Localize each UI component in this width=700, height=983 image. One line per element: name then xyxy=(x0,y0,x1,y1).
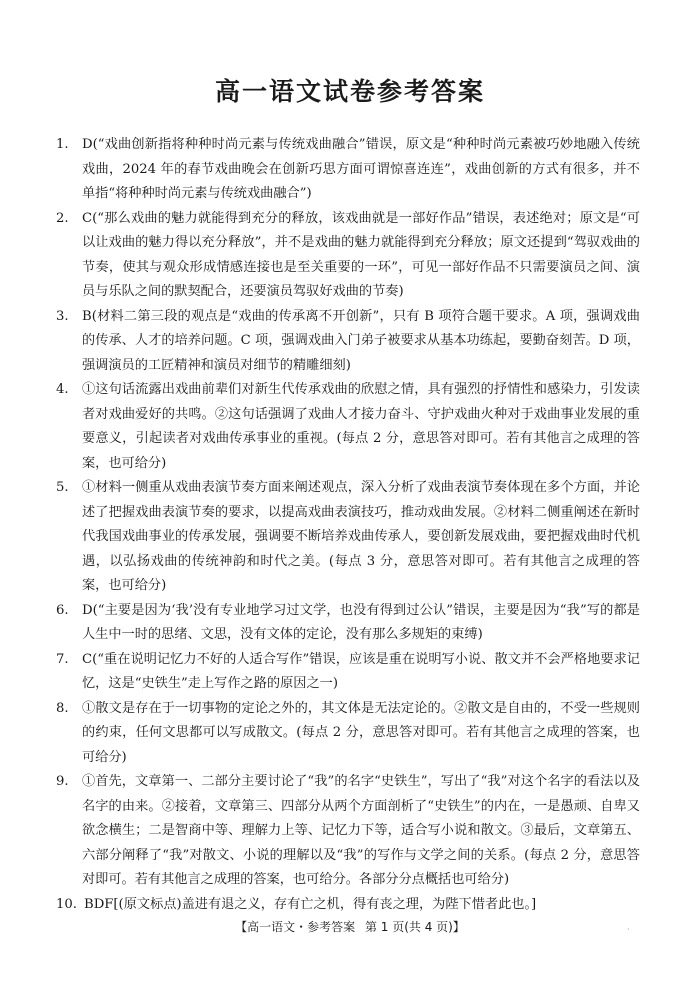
answer-number: 2. xyxy=(56,210,69,226)
answer-item-3 xyxy=(56,305,640,379)
answer-item-4 xyxy=(56,378,640,476)
answer-text: D(“戏曲创新指将种种时尚元素与传统戏曲融合”错误，原文是“种种时尚元素被巧妙地融入传统戏曲，2024 年的春节戏曲晚会在创新巧思方面可谓惊喜连连”，戏曲创新的方式有很多，并不单指“将种种时尚元素与传统戏曲融合”) xyxy=(82,137,640,201)
answer-text: ①这句话流露出戏曲前辈们对新生代传承戏曲的欣慰之情，具有强烈的抒情性和感染力，引发读者对戏曲爱好的共鸣。②这句话强调了戏曲人才接力奋斗、守护戏曲火种对于戏曲事业发展的重要意义，引起读者对戏曲传承事业的重视。(每点 2 分，意思答对即可。若有其他言之成理的答案，也可给分) xyxy=(82,382,640,471)
footer-page-number: 第 1 页(共 4 页)】 xyxy=(364,920,465,934)
answer-text: ①材料一侧重从戏曲表演节奏方面来阐述观点，深入分析了戏曲表演节奏体现在多个方面，并论述了把握戏曲表演节奏的要求，以提高戏曲表演技巧，推动戏曲发展。②材料二侧重阐述在新时代我国戏曲事业的传承发展，强调要不断培养戏曲传承人，要创新发展戏曲，要把握戏曲时代机遇，以弘扬戏曲的传统神韵和时代之美。(每点 3 分，意思答对即可。若有其他言之成理的答案，也可给分) xyxy=(82,480,640,593)
answer-number: 5. xyxy=(56,480,69,495)
answer-text: BDF[(原文标点)盖进有退之义，存有亡之机，得有丧之理，为陛下惜者此也。] xyxy=(84,896,537,912)
answer-item-10 xyxy=(56,893,640,918)
answer-text: ①散文是存在于一切事物的定论之外的，其文体是无法定论的。②散文是自由的，不受一些规则的约束，任何文思都可以写成散文。(每点 2 分，意思答对即可。若有其他言之成理的答案，也可给分) xyxy=(82,700,640,765)
answer-item-9 xyxy=(56,770,640,893)
answer-number: 8. xyxy=(56,700,69,716)
answer-number: 7. xyxy=(56,651,69,667)
page-footer xyxy=(0,918,700,935)
answer-text: C(“那么戏曲的魅力就能得到充分的释放，该戏曲就是一部好作品”错误，表述绝对；原文是“可以让戏曲的魅力得以充分释放”，并不是戏曲的魅力就能得到充分释放；原文还提到“驾驭戏曲的节奏，使其与观众形成情感连接也是至关重要的一环”，可见一部好作品不只需要演员之间、演员与乐队之间的默契配合，还要演员驾驭好戏曲的节奏) xyxy=(82,210,640,299)
answer-item-6 xyxy=(56,599,640,648)
answer-item-1 xyxy=(56,133,640,207)
answer-number: 9. xyxy=(56,774,69,789)
answer-item-7 xyxy=(56,648,640,697)
answer-number: 1. xyxy=(56,137,69,152)
page-title: 高一语文试卷参考答案 xyxy=(214,77,485,106)
answer-text: D(“主要是因为‘我’没有专业地学习过文学，也没有得到过公认”错误，主要是因为“我”写的都是人生中一时的思绪、文思，没有文体的定论，没有那么多规矩的束缚) xyxy=(82,602,640,642)
answer-list xyxy=(56,133,640,917)
answer-text: B(材料二第三段的观点是“戏曲的传承离不开创新”，只有 B 项符合题干要求。A 项，强调戏曲的传承、人才的培养问题。C 项，强调戏曲入门弟子被要求从基本功练起，要勤奋刻苦。D 项，强调演员的工匠精神和演员对细节的精雕细刻) xyxy=(82,308,640,373)
answer-item-2 xyxy=(56,207,640,305)
footer-course: 【高一语文・参考答案 xyxy=(235,920,356,934)
corner-mark: · xyxy=(627,925,630,934)
answer-item-8 xyxy=(56,697,640,771)
answer-item-5 xyxy=(56,476,640,599)
answer-text: C(“重在说明记忆力不好的人适合写作”错误，应该是重在说明写小说、散文并不会严格地要求记忆，这是“史铁生”走上写作之路的原因之一) xyxy=(82,651,640,691)
answer-number: 10. xyxy=(56,896,77,912)
answer-text: ①首先，文章第一、二部分主要讨论了“我”的名字“史铁生”，写出了“我”对这个名字的看法以及名字的由来。②接着，文章第三、四部分从两个方面剖析了“史铁生”的内在，一是愚顽、自卑又欲念横生；二是智商中等、理解力上等、记忆力下等，适合写小说和散文。③最后，文章第五、六部分阐释了“我”对散文、小说的理解以及“我”的写作与文学之间的关系。(每点 2 分，意思答对即可。若有其他言之成理的答案，也可给分。各部分分点概括也可给分) xyxy=(82,774,640,887)
answer-number: 4. xyxy=(56,382,69,397)
answer-number: 6. xyxy=(56,602,69,618)
answer-number: 3. xyxy=(56,308,69,324)
